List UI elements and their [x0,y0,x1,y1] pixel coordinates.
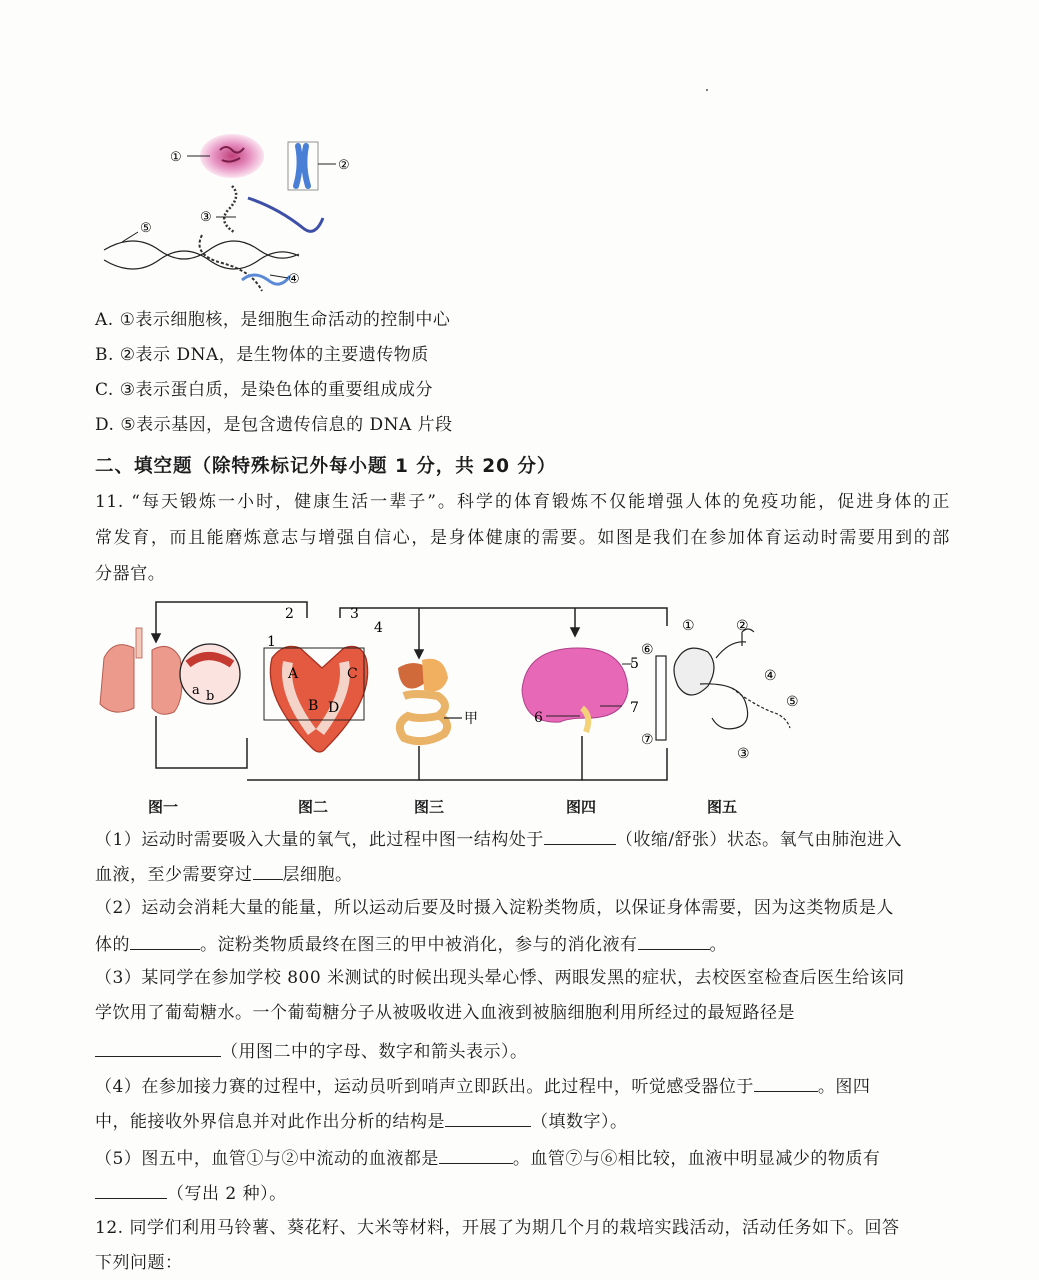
fig2-label-A: A [288,666,299,682]
q11-part3-line2: 学饮用了葡萄糖水。一个葡萄糖分子从被吸收进入血液到被脑细胞利用所经过的最短路径是 [95,1003,795,1023]
q11-part4-line2: 中，能接收外界信息并对此作出分析的结构是 （填数字）。 [95,1108,628,1134]
fig5-label-4: ④ [764,668,777,684]
option-d: D. ⑤表示基因，是包含遗传信息的 DNA 片段 [95,415,453,435]
q11-part1-line2: 血液，至少需要穿过 层细胞。 [95,861,353,887]
caption-fig4: 图四 [566,798,597,816]
fig5-label-7: ⑦ [641,732,654,748]
fig1-label-b: b [206,689,215,704]
label-1: ① [170,150,182,165]
fig3-label-jia: 甲 [464,711,478,727]
nephron [656,629,790,740]
label-2: ② [338,158,350,173]
fig1-label-a: a [192,683,200,698]
answer-blank[interactable] [754,1073,818,1092]
fig2-label-2: 2 [285,606,294,622]
q12-line1: 12. 同学们利用马铃薯、葵花籽、大米等材料，开展了为期几个月的栽培实践活动，活动任务如下。回答 [95,1218,900,1238]
q11-part2-line2: 体的 。淀粉类物质最终在图三的甲中被消化，参与的消化液有 。 [95,931,727,957]
q11-intro-line-2: 常发育，而且能磨炼意志与增强自信心，是身体健康的需要。如图是我们在参加体育运动时需要用到的部 [95,528,950,548]
fig4-label-7: 7 [630,700,639,716]
q11-part3-line1: （3）某同学在参加学校 800 米测试的时候出现头晕心悸、两眼发黑的症状，去校医室检查后医生给该同 [95,968,905,988]
caption-fig2: 图二 [298,798,329,816]
q11-part2-line1: （2）运动会消耗大量的能量，所以运动后要及时摄入淀粉类物质，以保证身体需要，因为这类物质是人 [95,898,894,918]
fig5-label-5: ⑤ [786,694,799,710]
q11-intro-line-3: 分器官。 [95,564,166,584]
organ-figure [92,598,812,823]
fig5-label-1: ① [682,618,695,634]
fig5-label-3: ③ [737,746,750,762]
fig4-label-5: 5 [630,656,639,672]
fig2-label-D: D [328,700,340,716]
q11-intro-line-1: 11. “每天锻炼一小时，健康生活一辈子”。科学的体育锻炼不仅能增强人体的免疫功能，促进身体的正 [95,492,950,512]
answer-blank[interactable] [130,931,200,950]
answer-blank[interactable] [253,861,283,880]
q11-part4-line1: （4）在参加接力赛的过程中，运动员听到哨声立即跃出。此过程中，听觉感受器位于 。图四 [95,1073,870,1099]
section-title: 二、填空题（除特殊标记外每小题 1 分，共 20 分） [95,456,557,477]
option-c: C. ③表示蛋白质，是染色体的重要组成成分 [95,380,433,400]
dna-helix [104,241,299,269]
answer-blank[interactable] [95,1180,167,1199]
fig2-label-C: C [347,666,358,682]
caption-fig1: 图一 [148,798,179,816]
fig5-label-2: ② [736,618,749,634]
answer-blank[interactable] [445,1108,531,1127]
answer-blank[interactable] [439,1145,513,1164]
caption-fig3: 图三 [414,798,445,816]
answer-blank[interactable] [638,931,710,950]
answer-blank[interactable] [95,1038,221,1057]
q11-part3-line3: （用图二中的字母、数字和箭头表示）。 [95,1038,528,1064]
q11-part5-line2: （写出 2 种）。 [95,1180,287,1206]
q12-line2: 下列问题： [95,1253,183,1273]
label-5: ⑤ [140,221,152,236]
q11-part1-line1: （1）运动时需要吸入大量的氧气，此过程中图一结构处于 （收缩/舒张）状态。氧气由肺泡进入 [95,826,902,852]
chromosome [296,146,308,186]
fig5-label-6: ⑥ [641,642,654,658]
fig2-label-1: 1 [267,634,276,650]
fig4-label-6: 6 [534,710,543,726]
lungs [100,628,182,714]
caption-fig5: 图五 [707,798,738,816]
fig2-label-3: 3 [350,606,359,622]
label-3: ③ [200,210,212,225]
q11-part5-line1: （5）图五中，血管①与②中流动的血液都是 。血管⑦与⑥相比较，血液中明显减少的物质有 [95,1145,880,1171]
option-a: A. ①表示细胞核，是细胞生命活动的控制中心 [95,310,451,330]
label-4: ④ [288,272,300,287]
digestive-organs [398,659,448,741]
option-b: B. ②表示 DNA，是生物体的主要遗传物质 [95,345,429,365]
fig2-label-4: 4 [374,620,383,636]
chromosome-figure [92,120,352,310]
fig2-label-B: B [308,698,319,714]
answer-blank[interactable] [544,826,616,845]
stray-dot [706,89,708,91]
